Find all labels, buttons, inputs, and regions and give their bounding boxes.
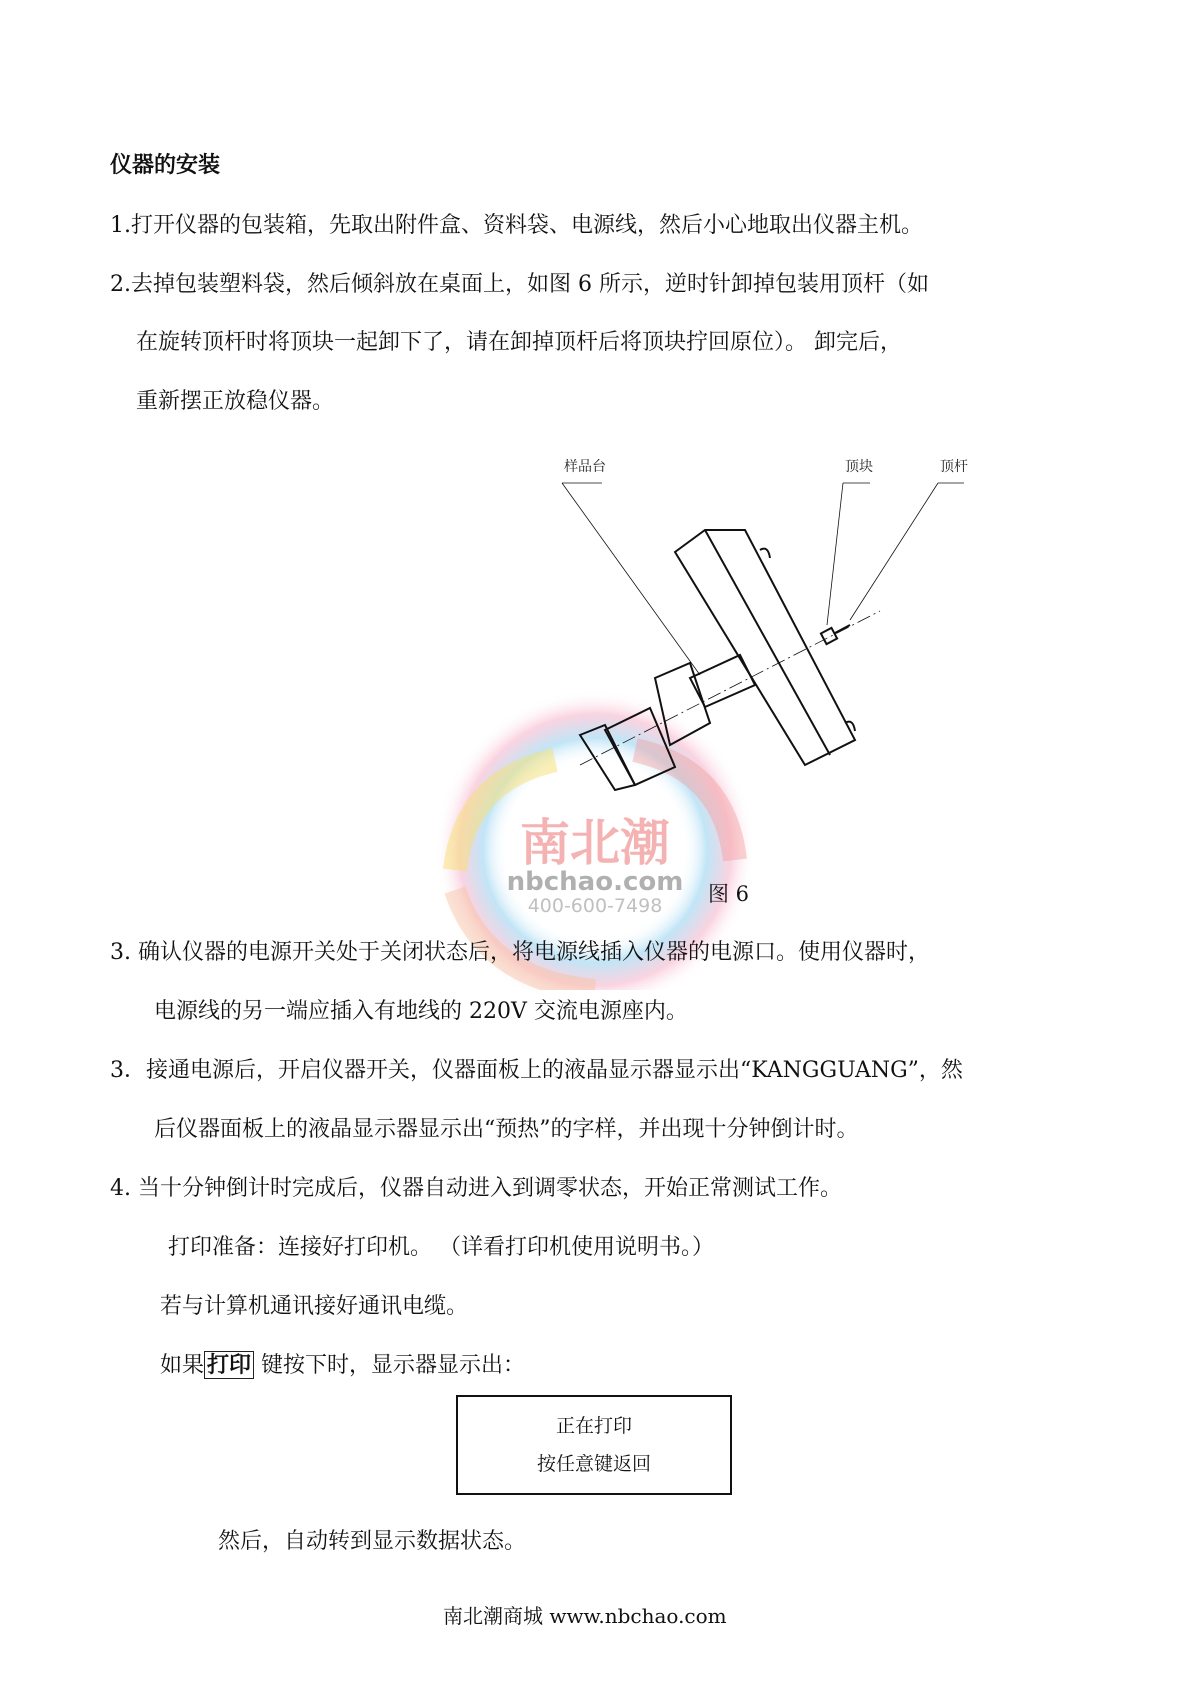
step-3a-cont: 电源线的另一端应插入有地线的 220V 交流电源座内。 <box>154 999 688 1024</box>
display-line-2: 按任意键返回 <box>536 1453 651 1475</box>
display-screen-box <box>456 1395 732 1495</box>
section-heading: 仪器的安装 <box>110 153 221 178</box>
step-2-cont: 在旋转顶杆时将顶块一起卸下了，请在卸掉顶杆后将顶块拧回原位）。 卸完后， <box>136 330 902 355</box>
figure-caption: 图 6 <box>708 882 750 906</box>
label-sample-stage: 样品台 <box>564 459 606 475</box>
print-key-line <box>160 1350 525 1381</box>
label-top-block: 顶块 <box>845 459 873 475</box>
step-3b: 3．接通电源后，开启仪器开关，仪器面板上的液晶显示器显示出“KANGGUANG”，然 <box>110 1058 963 1083</box>
step-2: 2.去掉包装塑料袋，然后倾斜放在桌面上，如图 6 所示，逆时针卸掉包装用顶杆（如 <box>110 272 929 297</box>
label-top-rod: 顶杆 <box>940 459 968 475</box>
step-4: 4. 当十分钟倒计时完成后，仪器自动进入到调零状态，开始正常测试工作。 <box>110 1176 842 1201</box>
watermark-name: 南北潮 <box>520 814 670 872</box>
print-line-suffix: 键按下时，显示器显示出： <box>254 1353 526 1378</box>
footer: 南北潮商城 www.nbchao.com <box>443 1604 727 1628</box>
print-prep: 打印准备：连接好打印机。 （详看打印机使用说明书。） <box>168 1235 714 1260</box>
instrument-diagram <box>540 445 1010 815</box>
step-3a: 3. 确认仪器的电源开关处于关闭状态后，将电源线插入仪器的电源口。使用仪器时， <box>110 940 930 965</box>
step-1: 1.打开仪器的包装箱，先取出附件盒、资料袋、电源线，然后小心地取出仪器主机。 <box>110 213 923 238</box>
step-2-cont2: 重新摆正放稳仪器。 <box>136 389 335 414</box>
print-key: 打印 <box>204 1351 254 1379</box>
print-line-prefix: 如果 <box>160 1353 205 1378</box>
after-text: 然后，自动转到显示数据状态。 <box>218 1529 527 1554</box>
comm-note: 若与计算机通讯接好通讯电缆。 <box>160 1294 469 1319</box>
step-3b-cont: 后仪器面板上的液晶显示器显示出“预热”的字样，并出现十分钟倒计时。 <box>154 1117 859 1142</box>
display-line-1: 正在打印 <box>555 1415 632 1437</box>
watermark-phone: 400-600-7498 <box>527 895 663 917</box>
watermark-site: nbchao.com <box>506 867 684 897</box>
